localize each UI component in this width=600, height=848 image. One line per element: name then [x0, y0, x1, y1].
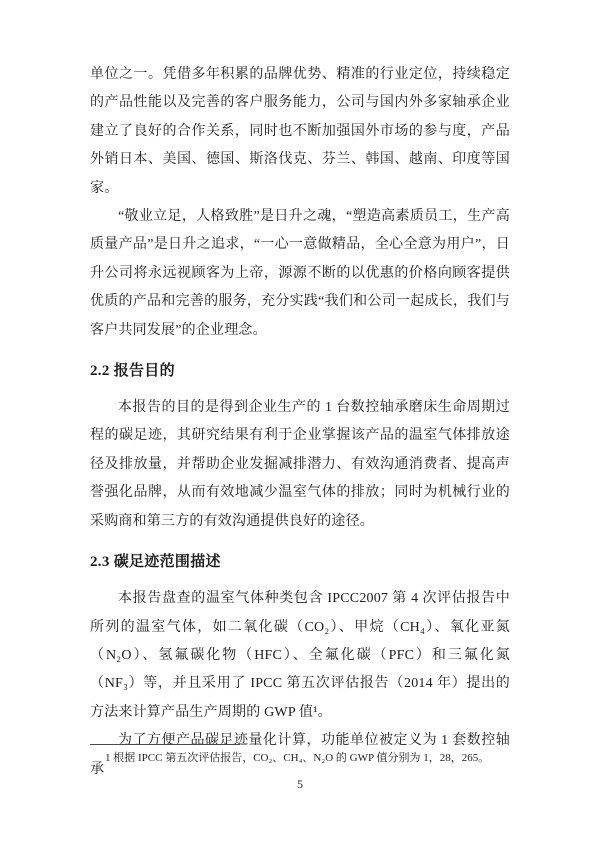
footnote-gwp-values: 1 根据 IPCC 第五次评估报告，CO₂、CH₄、N₂O 的 GWP 值分别为 1，28，265。: [105, 752, 490, 764]
paragraph-company-culture: “敬业立足，人格致胜”是日升之魂，“塑造高素质员工，生产高质量产品”是日升之追求，“一心一意做精品，全心全意为用户”，日升公司将永远视顾客为上帝，源源不断的以优惠的价格向顾客提供优质的产品和完善的服务，充分实践“我们和公司一起成长，我们与客户共同发展”的企业理念。: [90, 209, 510, 338]
footnote-area: [90, 744, 510, 767]
paragraph-greenhouse-gas-scope: 本报告盘查的温室气体种类包含 IPCC2007 第 4 次评估报告中所列的温室气体，如二氧化碳（CO₂）、甲烷（CH₄）、氧化亚氮（N₂O）、氢氟碳化物（HFC）、全氟化碳（PFC）和三氟化氮（NF₃）等，并且采用了 IPCC 第五次评估报告（2014 年）提出的方法来计算产品生产周期的 GWP 值¹。: [90, 591, 510, 720]
footnote-separator-rule: [90, 744, 240, 745]
page-number: 5: [297, 777, 303, 791]
section-heading-2-3-carbon-footprint-scope: 2.3 碳足迹范围描述: [90, 554, 221, 571]
paragraph-company-intro-continuation: 单位之一。凭借多年积累的品牌优势、精准的行业定位，持续稳定的产品性能以及完善的客户服务能力，公司与国内外多家轴承企业建立了良好的合作关系，同时也不断加强国外市场的参与度，产品外销日本、美国、德国、斯洛伐克、芬兰、韩国、越南、印度等国家。: [90, 67, 510, 196]
paragraph-functional-unit: 为了方便产品碳足迹量化计算，功能单位被定义为 1 套数控轴承: [90, 733, 510, 777]
paragraph-report-purpose: 本报告的目的是得到企业生产的 1 台数控轴承磨床生命周期过程的碳足迹，其研究结果有利于企业掌握该产品的温室气体排放途径及排放量，并帮助企业发掘减排潜力、有效沟通消费者、提高声誉强化品牌，从而有效地减少温室气体的排放；同时为机械行业的采购商和第三方的有效沟通提供良好的途径。: [90, 400, 510, 529]
section-heading-2-2-report-purpose: 2.2 报告目的: [90, 363, 175, 380]
